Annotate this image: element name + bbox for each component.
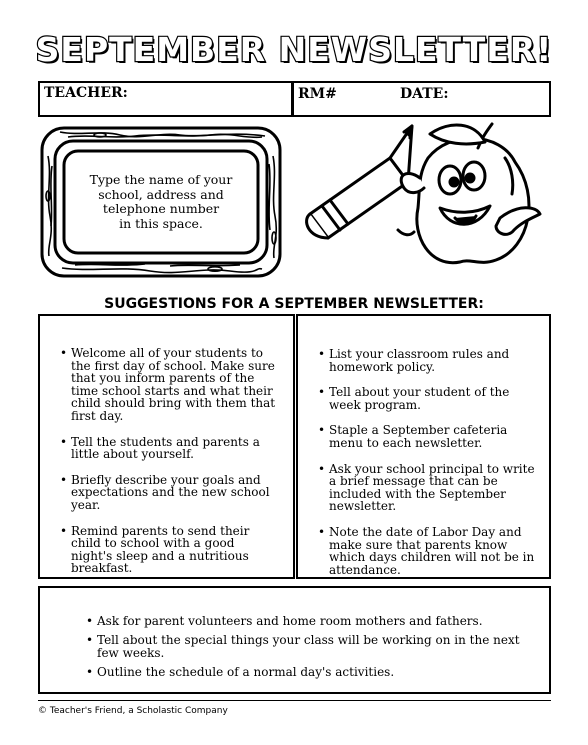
copyright-footer: © Teacher's Friend, a Scholastic Company — [38, 706, 228, 716]
right-suggestions-box — [296, 314, 551, 579]
school-info-placeholder[interactable]: Type the name of your school, address and telephone number in this space. — [89, 172, 233, 231]
list-item: • Tell about your student of the week program. — [318, 386, 544, 411]
list-item: • Staple a September cafeteria menu to each newsletter. — [318, 424, 544, 449]
bottom-suggestions-box — [38, 586, 551, 694]
list-item: • Ask for parent volunteers and home room mothers and fathers. — [86, 615, 536, 628]
teacher-field[interactable] — [38, 81, 293, 117]
right-suggestions-list — [318, 348, 544, 589]
list-item: • Welcome all of your students to the first day of school. Make sure that you inform parents of the time school starts and what their child should bring with them that first day. — [60, 347, 278, 423]
list-item: • Tell the students and parents a little about yourself. — [60, 436, 278, 461]
footer-divider — [38, 700, 551, 701]
left-suggestions-list — [60, 347, 278, 588]
left-suggestions-box — [38, 314, 295, 579]
room-date-field[interactable] — [292, 81, 551, 117]
room-label: RM# — [298, 86, 337, 102]
suggestions-heading: SUGGESTIONS FOR A SEPTEMBER NEWSLETTER: — [104, 296, 484, 312]
list-item: • Briefly describe your goals and expectations and the new school year. — [60, 474, 278, 512]
list-item: • Outline the schedule of a normal day's activities. — [86, 666, 536, 679]
list-item: • Note the date of Labor Day and make sure that parents know which days children will not be in attendance. — [318, 526, 544, 576]
teacher-label: TEACHER: — [44, 85, 128, 101]
date-label: DATE: — [400, 86, 449, 102]
list-item: • Ask your school principal to write a brief message that can be included with the September newsletter. — [318, 463, 544, 513]
apple-pencil-icon — [300, 118, 550, 268]
bottom-suggestions-list — [86, 615, 536, 685]
list-item: • List your classroom rules and homework policy. — [318, 348, 544, 373]
newsletter-title: SEPTEMBER NEWSLETTER! — [35, 30, 553, 69]
list-item: • Tell about the special things your class will be working on in the next few weeks. — [86, 634, 536, 660]
list-item: • Remind parents to send their child to school with a good night's sleep and a nutritious breakfast. — [60, 525, 278, 575]
